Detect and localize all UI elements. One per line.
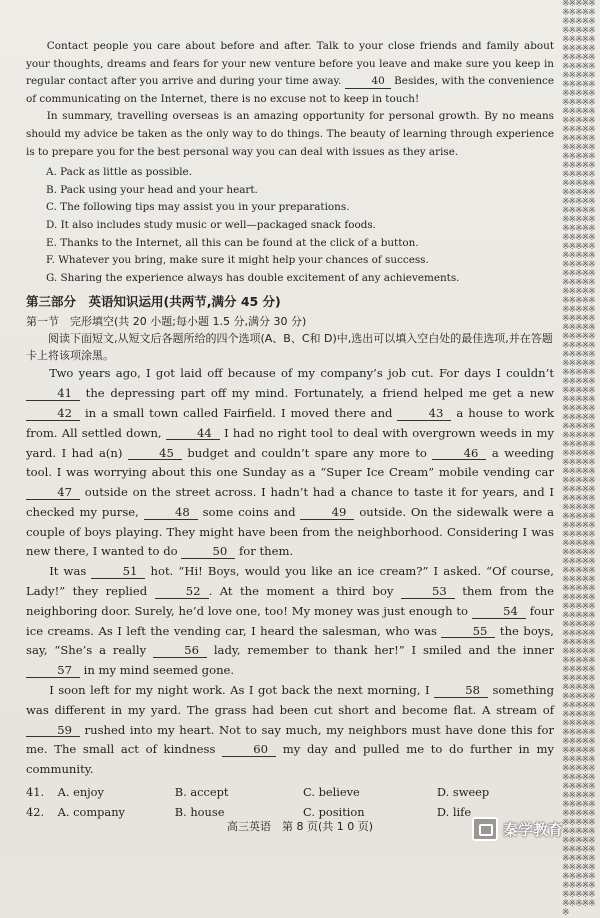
question-number: 41.: [26, 785, 45, 800]
blank-59: 59: [26, 724, 80, 738]
choice-row-41: [26, 782, 554, 802]
seven-option-list: [26, 164, 554, 287]
passage-paragraph-3: I soon left for my night work. As I got back the next morning, I 58 something was different in my yard. The grass had been cut short and become flat. A stream of 59 rushed into my heart. Not to say much, my neighbors must have done this for me. The small act of kindness 60 my day and pulled me to do further in my community.: [26, 683, 554, 777]
choice-c: C. position: [303, 805, 365, 820]
blank-46: 46: [432, 447, 486, 461]
blank-51: 51: [91, 565, 145, 579]
continuation-paragraph-2: In summary, travelling overseas is an amazing opportunity for personal growth. By no means should my advice be taken as the only way to do things. The beauty of learning through experience is to prepare you for the best personal way you can deal with issues as they arise.: [26, 110, 554, 158]
blank-52: 52: [155, 585, 209, 599]
choice-c: C. believe: [303, 785, 360, 800]
blank-58: 58: [434, 684, 488, 698]
blank-60: 60: [222, 743, 276, 757]
blank-56: 56: [153, 644, 207, 658]
option-g: G. Sharing the experience always has double excitement of any achievements.: [46, 271, 460, 284]
choice-d: D. life: [436, 805, 472, 820]
blank-54: 54: [472, 605, 526, 619]
option-b: B. Pack using your head and your heart.: [46, 183, 258, 196]
blank-57: 57: [26, 664, 80, 678]
blank-49: 49: [300, 506, 354, 520]
blank-43: 43: [397, 407, 451, 421]
blank-47: 47: [26, 486, 80, 500]
logo-icon: [472, 817, 498, 841]
choice-a: A. company: [57, 805, 125, 820]
blank-40: 40: [345, 76, 391, 88]
option-e: E. Thanks to the Internet, all this can be found at the click of a button.: [46, 236, 419, 249]
content: [26, 38, 554, 822]
blank-41: 41: [26, 387, 80, 401]
blank-53: 53: [401, 585, 455, 599]
blank-44: 44: [166, 427, 220, 441]
passage-paragraph-2: It was 51 hot. “Hi! Boys, would you like an ice cream?” I asked. “Of course, Lady!” they replied 52 . At the moment a third boy 53 them from the neighboring door. Surely, he’d love one, too! My money was just enough to 54 four ice creams. As I left the vending car, I heard the salesman, who was 55 the boys, say, “She’s a really 56 lady, remember to thank her!” I smiled and the inner 57 in my mind seemed gone.: [26, 564, 555, 678]
continuation-paragraph-1: Contact people you care about before and after. Talk to your close friends and family about your thoughts, dreams and fears for your new venture before you leave and make sure you keep in regular contact after you arrive and during your time away. 40 Besides, with the convenience of communicating on the Internet, there is no excuse not to keep in touch!: [26, 40, 554, 105]
choice-b: B. house: [174, 805, 225, 820]
blank-48: 48: [144, 506, 198, 520]
choice-b: B. accept: [174, 785, 229, 800]
option-a: A. Pack as little as possible.: [46, 166, 193, 179]
decorative-border: ※※※※※※※※※※※※※※※※※※※※※※※※※※※※※※※※※※※※※※※※※※※※※※※※※※※※※※※※※※※※※※※※※※※※※※※※※※※※※※※※※※※※※※※※※※※※※※※※※※※※※※※※※※※※※※※※※※※※※※※※※※※※※※※※※※※※※※※※※※※※※※※※※※※※※※※※※※※※※※※※※※※※※※※※※※※※※※※※※※※※※※※※※※※※※※※※※※※※※※※※※※※※※※※※※※※※※※※※※※※※※※※※※※※※※※※※※※※※※※※※※※※※※※※※※※※※※※※※※※※※※※※※※※※※※※※※※※※※※※※※※※※※※※※※※※※※※※※※※※※※※※※※※※※※※※※※※※※※※※※※※※※※※※※※※※※※※※※※※※※※※※※※※※※※※※※※※※※※※※※※※※※※※※※※※※※※※※※※※※※※※※※※※※※※※※※※※※※※※※※※※※※※※※※※※※※※※※※※※※※※※※※※※※※※※※※※※※※※※※※※※※※※※※※※※※※※※※※※※※※※※※※※※※※※※※※※※※※※※※※※※※※※※※※※※※※※※※※※※※※※※※※※※※: [562, 0, 595, 918]
option-d: D. It also includes study music or well—packaged snack foods.: [46, 218, 376, 231]
option-f: F. Whatever you bring, make sure it might help your chances of success.: [46, 254, 429, 267]
watermark-text: 秦学教育: [503, 820, 564, 839]
instructions: 阅读下面短文,从短文后各题所给的四个选项(A、B、C和 D)中,选出可以填入空白处的最佳选项,并在答题卡上将该项涂黑。: [26, 332, 553, 363]
section1-heading: 第一节 完形填空(共 20 小题;每小题 1.5 分,满分 30 分): [26, 315, 307, 329]
part3-heading: 第三部分 英语知识运用(共两节,满分 45 分): [26, 294, 281, 310]
page-footer: 高三英语 第 8 页(共 1 0 页): [226, 820, 374, 833]
passage-paragraph-1: Two years ago, I got laid off because of my company’s job cut. For days I couldn’t 41 the depressing part off my mind. Fortunately, a friend helped me get a new 42 in a small town called Fairfield. I moved there and 43 a house to work from. All settled down, 44 I had no right tool to deal with overgrown weeds in my yard. I had a(n) 45 budget and couldn’t spare any more to 46 a weeding tool. I was worrying about this one Sunday as a “Super Ice Cream” mobile vending car 47 outside on the street across. I hadn’t had a chance to taste it for years, and I checked my purse, 48 some coins and 49 outside. On the sidewalk were a couple of boys playing. They might have been from the neighborhood. Considering I was new there, I wanted to do 50 for them.: [26, 366, 554, 559]
option-c: C. The following tips may assist you in your preparations.: [46, 201, 350, 214]
question-number: 42.: [26, 805, 45, 820]
watermark-logo: [472, 815, 590, 843]
blank-42: 42: [26, 407, 80, 421]
blank-55: 55: [441, 625, 495, 639]
blank-45: 45: [128, 447, 182, 461]
choice-a: A. enjoy: [57, 785, 104, 800]
blank-50: 50: [181, 545, 235, 559]
choice-d: D. sweep: [436, 785, 490, 800]
